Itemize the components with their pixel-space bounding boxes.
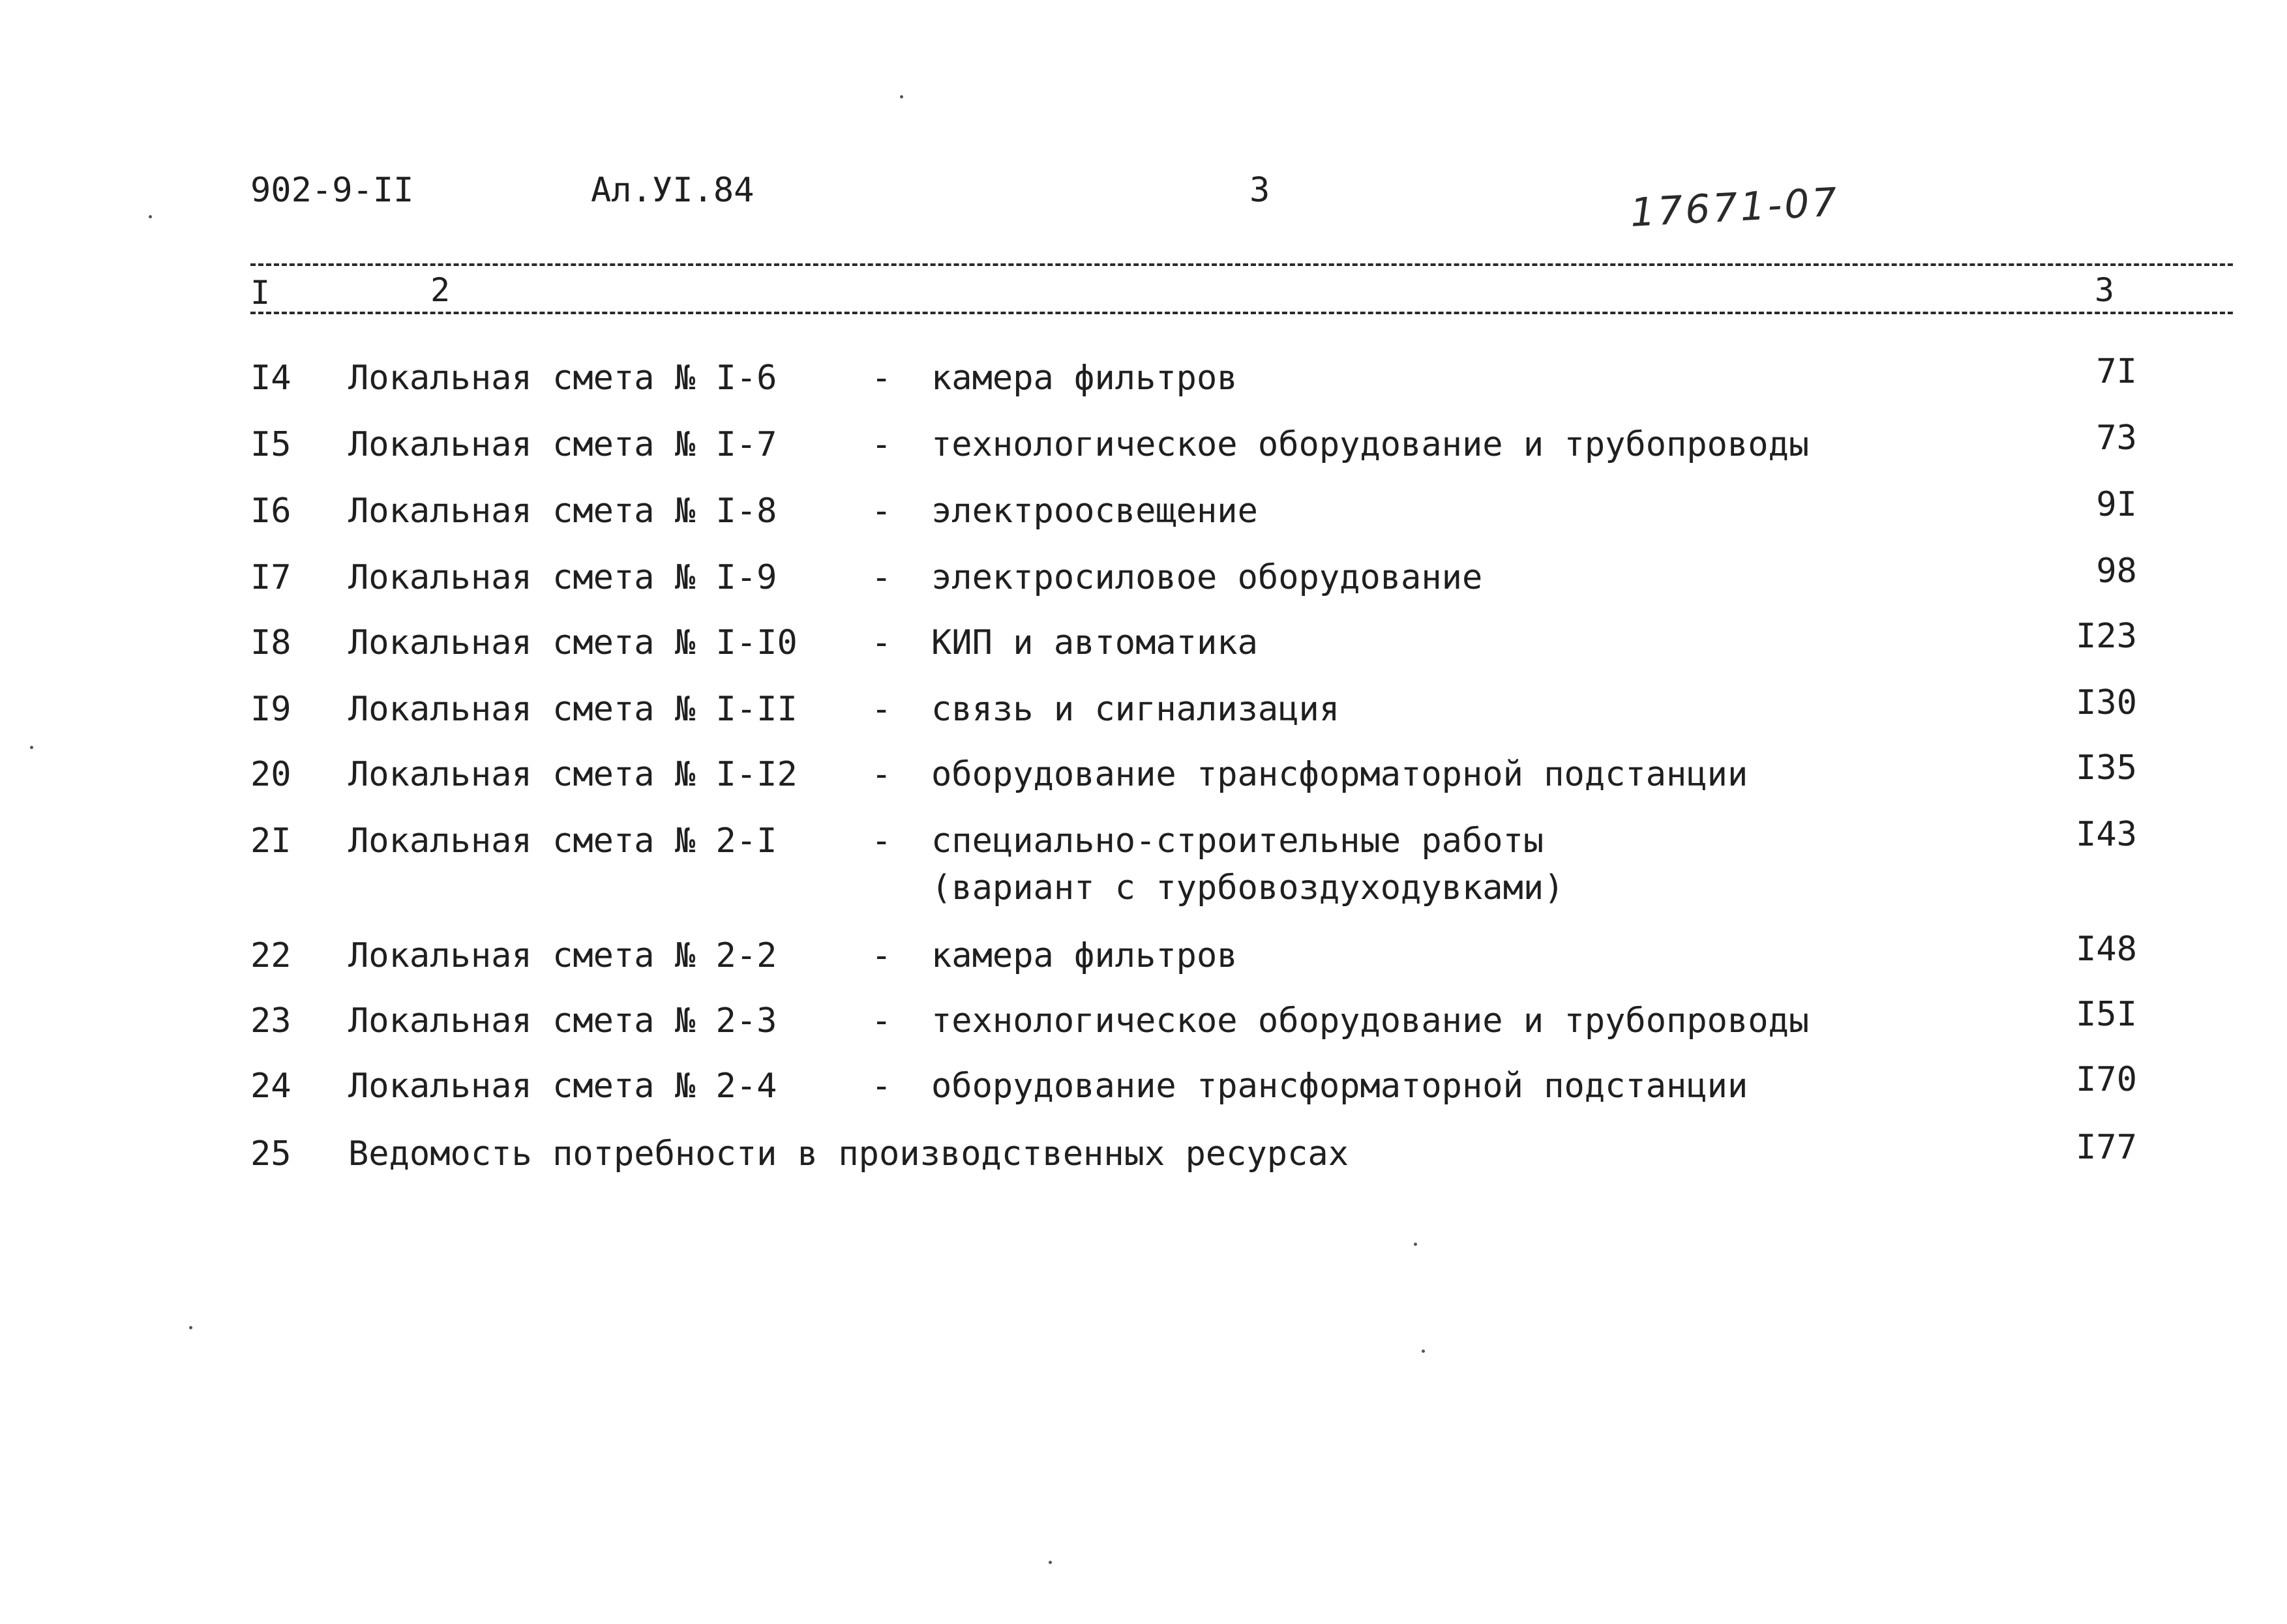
scan-speck (149, 215, 152, 218)
handwritten-inventory-number: 17671-07 (1629, 179, 1841, 236)
row-number: I6 (250, 492, 291, 531)
row-dash: - (871, 1067, 892, 1106)
table-row (0, 485, 2287, 531)
row-description: технологическое оборудование и трубопроводы (931, 425, 1810, 464)
row-description-continued: (вариант с турбовоздуходувками) (931, 868, 1564, 908)
row-title: Локальная смета № 2-4 (348, 1067, 777, 1106)
table-row (0, 815, 2287, 908)
row-number: I4 (250, 359, 291, 398)
scan-speck (189, 1326, 192, 1329)
row-dash: - (871, 359, 892, 398)
table-row (0, 683, 2287, 729)
row-description: специально-строительные работы (вариант с турбовоздуходувками) (931, 821, 1564, 908)
row-dash: - (871, 558, 892, 597)
table-row (0, 1060, 2287, 1106)
column-header-2: 2 (430, 271, 451, 309)
row-description: оборудование трансформаторной подстанции (931, 1067, 1748, 1106)
row-dash: - (871, 821, 892, 861)
row-title: Локальная смета № I-9 (348, 558, 777, 597)
row-title: Локальная смета № I-II (348, 690, 798, 729)
scan-speck (1414, 1243, 1417, 1246)
row-number: 24 (250, 1067, 291, 1106)
row-page: I48 (2076, 930, 2137, 969)
scan-speck (30, 746, 33, 749)
row-page: I70 (2076, 1060, 2137, 1099)
row-page: I5I (2076, 995, 2137, 1034)
row-description: связь и сигнализация (931, 690, 1340, 729)
table-row (0, 617, 2287, 662)
row-dash: - (871, 936, 892, 975)
table-row (0, 748, 2287, 794)
table-row (0, 419, 2287, 464)
row-page: I77 (2076, 1128, 2137, 1167)
table-row (0, 552, 2287, 597)
row-description: электроосвещение (931, 492, 1258, 531)
scan-speck (900, 95, 903, 98)
row-description: технологическое оборудование и трубопроводы (931, 1001, 1810, 1041)
table-row (0, 1128, 2287, 1174)
row-title: Локальная смета № I-I2 (348, 755, 798, 794)
row-dash: - (871, 623, 892, 662)
row-number: I7 (250, 558, 291, 597)
row-description: оборудование трансформаторной подстанции (931, 755, 1748, 794)
row-dash: - (871, 690, 892, 729)
scan-speck (1049, 1561, 1052, 1564)
row-title: Локальная смета № 2-3 (348, 1001, 777, 1041)
row-title: Локальная смета № I-8 (348, 492, 777, 531)
row-page: I30 (2076, 683, 2137, 722)
row-title: Локальная смета № 2-I (348, 821, 777, 861)
row-title: Локальная смета № 2-2 (348, 936, 777, 975)
row-dash: - (871, 1001, 892, 1041)
table-row (0, 995, 2287, 1041)
row-page: I23 (2076, 617, 2137, 656)
row-page: 73 (2096, 419, 2137, 458)
row-number: I9 (250, 690, 291, 729)
row-number: I5 (250, 425, 291, 464)
table-top-rule (250, 263, 2233, 266)
row-page: 98 (2096, 552, 2137, 591)
scan-speck (1422, 1350, 1425, 1353)
row-page: I43 (2076, 815, 2137, 854)
row-number: 20 (250, 755, 291, 794)
row-dash: - (871, 425, 892, 464)
page-number: 3 (1249, 171, 1270, 210)
row-page: I35 (2076, 748, 2137, 788)
row-title: Локальная смета № I-6 (348, 359, 777, 398)
row-dash: - (871, 755, 892, 794)
row-dash: - (871, 492, 892, 531)
row-title: Локальная смета № I-7 (348, 425, 777, 464)
row-description: камера фильтров (931, 936, 1238, 975)
album-code: Ал.УI.84 (591, 171, 755, 210)
row-page: 7I (2096, 352, 2137, 391)
row-number: 22 (250, 936, 291, 975)
row-description: КИП и автоматика (931, 623, 1258, 662)
document-code: 902-9-II (250, 171, 414, 210)
row-number: I8 (250, 623, 291, 662)
table-row (0, 352, 2287, 398)
row-number: 25 (250, 1134, 291, 1174)
column-header-1: I (250, 274, 271, 312)
table-row (0, 930, 2287, 975)
row-description: камера фильтров (931, 359, 1238, 398)
table-header-rule (250, 312, 2233, 314)
column-header-3: 3 (2095, 271, 2115, 309)
row-title: Локальная смета № I-I0 (348, 623, 798, 662)
row-number: 23 (250, 1001, 291, 1041)
row-number: 2I (250, 821, 291, 861)
row-description: электросиловое оборудование (931, 558, 1483, 597)
row-title: Ведомость потребности в производственных ресурсах (348, 1134, 1349, 1174)
row-page: 9I (2096, 485, 2137, 524)
